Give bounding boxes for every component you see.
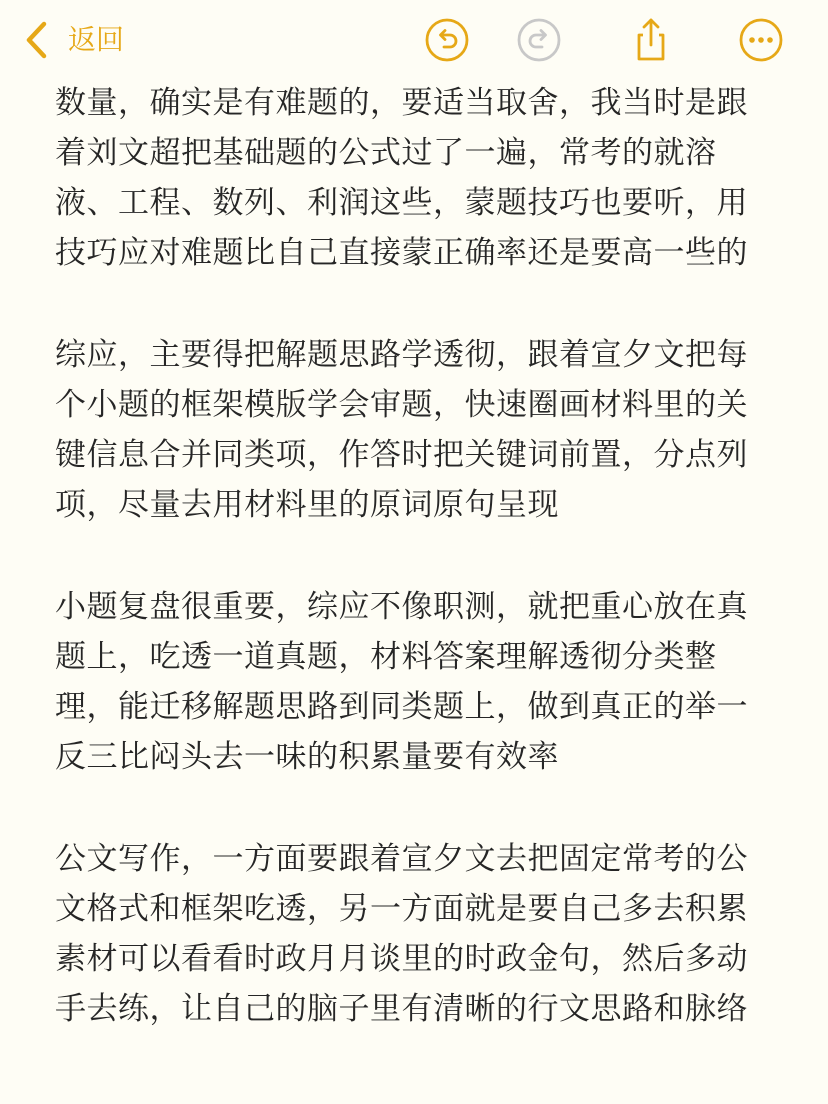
back-button[interactable]	[24, 18, 124, 62]
text-line: 理，能迁移解题思路到同类题上，做到真正的举一	[55, 689, 748, 725]
text-line: 公文写作，一方面要跟着宣夕文去把固定常考的公	[55, 841, 748, 877]
redo-icon	[516, 17, 562, 63]
text-line: 项，尽量去用材料里的原词原句呈现	[55, 487, 559, 523]
chevron-left-icon	[24, 20, 50, 60]
paragraph-gap	[55, 530, 775, 582]
undo-icon	[424, 17, 470, 63]
paragraph-writing	[55, 834, 775, 1034]
text-line: 液、工程、数列、利润这些，蒙题技巧也要听，用	[55, 185, 748, 221]
paragraph-quantitative	[55, 78, 775, 278]
share-icon	[628, 17, 674, 63]
text-line: 文格式和框架吃透，另一方面就是要自己多去积累	[55, 891, 748, 927]
text-line: 综应，主要得把解题思路学透彻，跟着宣夕文把每	[55, 337, 748, 373]
text-line: 键信息合并同类项，作答时把关键词前置，分点列	[55, 437, 748, 473]
text-line: 个小题的框架模版学会审题，快速圈画材料里的关	[55, 387, 748, 423]
text-line: 素材可以看看时政月月谈里的时政金句，然后多动	[55, 941, 748, 977]
text-line: 着刘文超把基础题的公式过了一遍，常考的就溶	[55, 135, 717, 171]
more-button[interactable]	[738, 17, 784, 63]
note-body[interactable]	[55, 78, 775, 1034]
text-line: 数量，确实是有难题的，要适当取舍，我当时是跟	[55, 85, 748, 121]
text-line: 小题复盘很重要，综应不像职测，就把重心放在真	[55, 589, 748, 625]
back-label: 返回	[68, 23, 125, 56]
text-line: 反三比闷头去一味的积累量要有效率	[55, 739, 559, 775]
text-line: 题上，吃透一道真题，材料答案理解透彻分类整	[55, 639, 717, 675]
share-button[interactable]	[628, 17, 674, 63]
text-line: 手去练，让自己的脑子里有清晰的行文思路和脉络	[55, 991, 748, 1027]
more-icon	[738, 17, 784, 63]
text-line: 技巧应对难题比自己直接蒙正确率还是要高一些的	[55, 235, 748, 271]
paragraph-comprehensive	[55, 330, 775, 530]
redo-button[interactable]	[516, 17, 562, 63]
paragraph-gap	[55, 782, 775, 834]
note-toolbar	[0, 0, 828, 80]
paragraph-review	[55, 582, 775, 782]
undo-button[interactable]	[424, 17, 470, 63]
paragraph-gap	[55, 278, 775, 330]
